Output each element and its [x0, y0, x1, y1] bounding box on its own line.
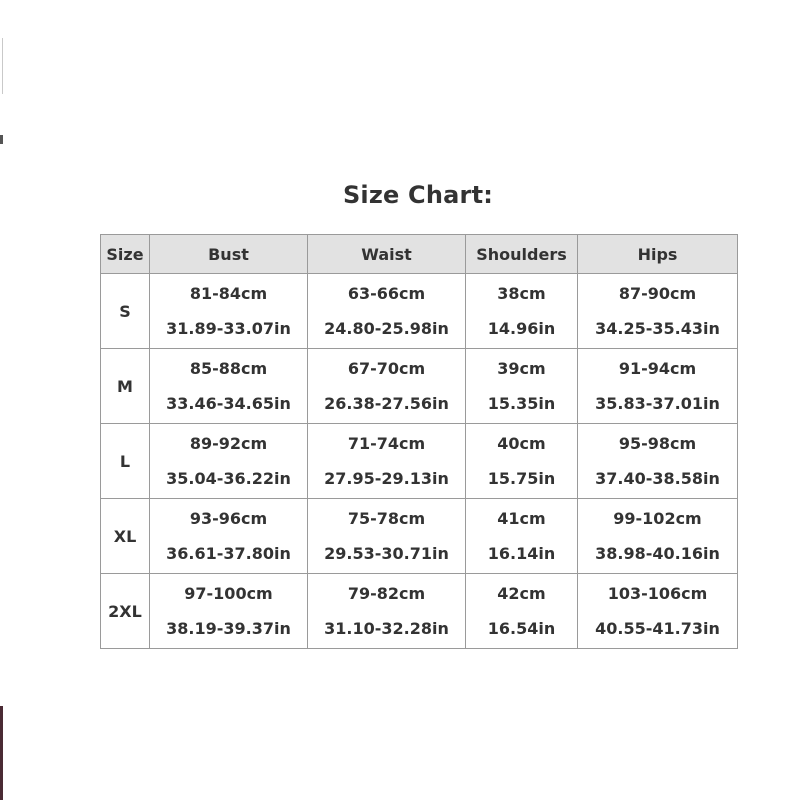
- cm-value: 81-84cm: [189, 283, 268, 303]
- in-value: 16.14in: [487, 543, 556, 563]
- waist-cell: [308, 574, 466, 649]
- in-value: 38.19-39.37in: [166, 618, 291, 638]
- shoulders-cell: [466, 499, 578, 574]
- cm-value: 85-88cm: [189, 358, 268, 378]
- in-value: 15.75in: [487, 468, 556, 488]
- header-hips: Hips: [578, 235, 738, 274]
- size-cell: 2XL: [101, 574, 150, 649]
- in-value: 31.10-32.28in: [324, 618, 449, 638]
- table-row: [101, 274, 738, 349]
- in-value: 16.54in: [487, 618, 556, 638]
- cm-value: 38cm: [497, 283, 546, 303]
- cm-value: 39cm: [497, 358, 546, 378]
- cm-value: 91-94cm: [618, 358, 697, 378]
- header-waist: Waist: [308, 235, 466, 274]
- edge-fragment-top: [0, 38, 3, 94]
- table-row: [101, 574, 738, 649]
- in-value: 40.55-41.73in: [595, 618, 720, 638]
- cm-value: 42cm: [497, 583, 546, 603]
- cm-value: 99-102cm: [613, 508, 702, 528]
- cm-value: 79-82cm: [347, 583, 426, 603]
- in-value: 33.46-34.65in: [166, 393, 291, 413]
- in-value: 24.80-25.98in: [324, 318, 449, 338]
- hips-cell: [578, 424, 738, 499]
- bust-cell: [150, 274, 308, 349]
- header-size: Size: [101, 235, 150, 274]
- cm-value: 89-92cm: [189, 433, 268, 453]
- header-bust: Bust: [150, 235, 308, 274]
- hips-cell: [578, 274, 738, 349]
- table-row: [101, 424, 738, 499]
- cm-value: 95-98cm: [618, 433, 697, 453]
- cm-value: 93-96cm: [189, 508, 268, 528]
- waist-cell: [308, 349, 466, 424]
- cm-value: 67-70cm: [347, 358, 426, 378]
- in-value: 27.95-29.13in: [324, 468, 449, 488]
- table-row: [101, 499, 738, 574]
- edge-fragment-bottom: [0, 706, 3, 800]
- in-value: 34.25-35.43in: [595, 318, 720, 338]
- waist-cell: [308, 274, 466, 349]
- bust-cell: [150, 574, 308, 649]
- cm-value: 71-74cm: [347, 433, 426, 453]
- size-cell: M: [101, 349, 150, 424]
- waist-cell: [308, 424, 466, 499]
- hips-cell: [578, 574, 738, 649]
- page-title: Size Chart:: [342, 181, 494, 209]
- cm-value: 87-90cm: [618, 283, 697, 303]
- hips-cell: [578, 349, 738, 424]
- header-shoulders: Shoulders: [466, 235, 578, 274]
- bust-cell: [150, 499, 308, 574]
- cm-value: 103-106cm: [607, 583, 708, 603]
- in-value: 26.38-27.56in: [324, 393, 449, 413]
- size-cell: L: [101, 424, 150, 499]
- cm-value: 40cm: [497, 433, 546, 453]
- shoulders-cell: [466, 574, 578, 649]
- shoulders-cell: [466, 349, 578, 424]
- shoulders-cell: [466, 424, 578, 499]
- in-value: 38.98-40.16in: [595, 543, 720, 563]
- cm-value: 75-78cm: [347, 508, 426, 528]
- shoulders-cell: [466, 274, 578, 349]
- in-value: 37.40-38.58in: [595, 468, 720, 488]
- waist-cell: [308, 499, 466, 574]
- in-value: 36.61-37.80in: [166, 543, 291, 563]
- bust-cell: [150, 349, 308, 424]
- hips-cell: [578, 499, 738, 574]
- size-chart-table: [100, 234, 738, 649]
- cm-value: 63-66cm: [347, 283, 426, 303]
- bust-cell: [150, 424, 308, 499]
- cm-value: 97-100cm: [184, 583, 273, 603]
- in-value: 35.04-36.22in: [166, 468, 291, 488]
- size-cell: XL: [101, 499, 150, 574]
- table-header-row: [101, 235, 738, 274]
- in-value: 29.53-30.71in: [324, 543, 449, 563]
- size-cell: S: [101, 274, 150, 349]
- table-row: [101, 349, 738, 424]
- in-value: 31.89-33.07in: [166, 318, 291, 338]
- in-value: 35.83-37.01in: [595, 393, 720, 413]
- in-value: 15.35in: [487, 393, 556, 413]
- in-value: 14.96in: [487, 318, 556, 338]
- cm-value: 41cm: [497, 508, 546, 528]
- edge-fragment-glyph: [0, 135, 3, 144]
